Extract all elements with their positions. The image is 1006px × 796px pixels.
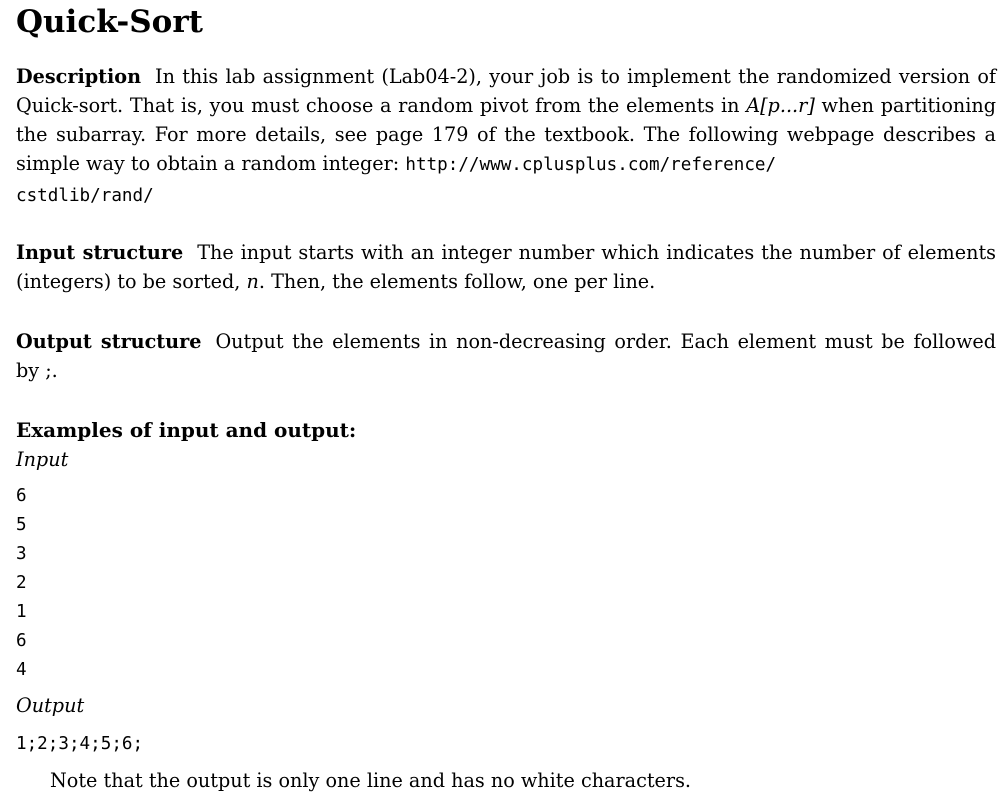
description-paragraph: [16, 62, 996, 211]
description-math: A[p...r]: [746, 94, 815, 117]
output-note: Note that the output is only one line and has no white characters.: [50, 769, 692, 792]
example-output-line: 1;2;3;4;5;6;: [16, 734, 144, 754]
input-line: 6: [16, 631, 27, 651]
input-label: Input: [16, 448, 69, 471]
rand-reference-link-line-1[interactable]: http://www.cplusplus.com/reference/: [405, 155, 777, 175]
input-structure-paragraph: [16, 238, 996, 296]
input-structure-math: n: [246, 270, 259, 293]
page-title: Quick-Sort: [16, 4, 203, 40]
description-text-2: when partitioning the subarray. For more details, see page 179 of the textbook. The following webpage describes a simple way to obtain a random integer:: [16, 94, 997, 175]
output-structure-paragraph: [16, 327, 996, 385]
input-line: 4: [16, 660, 27, 680]
description-heading: Description: [16, 65, 142, 88]
input-line: 2: [16, 573, 27, 593]
input-line: 1: [16, 602, 27, 622]
input-line: 5: [16, 515, 27, 535]
examples-heading: Examples of input and output:: [16, 418, 357, 442]
input-structure-text-1: The input starts with an integer number which indicates the number of elements (integers) to be sorted,: [16, 241, 996, 293]
input-line: 3: [16, 544, 27, 564]
rand-reference-link-line-2[interactable]: cstdlib/rand/: [16, 186, 154, 206]
input-structure-text-2: . Then, the elements follow, one per line.: [258, 270, 656, 293]
output-label: Output: [16, 694, 85, 717]
input-structure-heading: Input structure: [16, 241, 184, 264]
output-structure-heading: Output structure: [16, 330, 202, 353]
input-line: 6: [16, 486, 27, 506]
description-text-1: In this lab assignment (Lab04-2), your job is to implement the randomized version of Quick-sort. That is, you must choose a random pivot from the elements in: [16, 65, 996, 117]
output-structure-text: Output the elements in non-decreasing order. Each element must be followed by ;.: [16, 330, 997, 382]
